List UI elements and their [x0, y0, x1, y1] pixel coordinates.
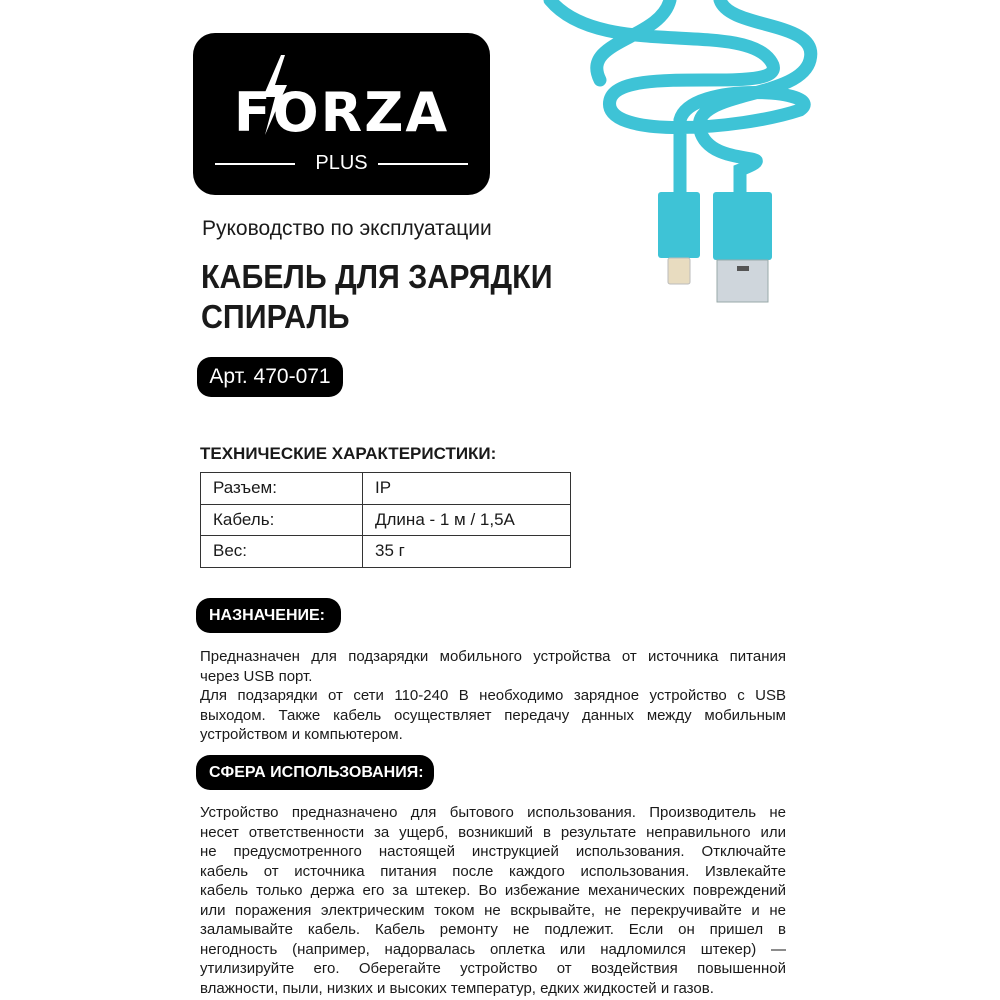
logo-sub: PLUS: [315, 152, 368, 174]
spec-label: Вес:: [201, 536, 363, 568]
logo-brand: FORZA: [233, 81, 450, 144]
table-row: [201, 473, 571, 505]
text-line: устройством и компьютером.: [200, 726, 403, 743]
text-line: заламывайте кабель. Кабель ремонту не подлежит. Если он пришел в: [200, 921, 786, 938]
purpose-text: [200, 647, 786, 745]
spec-value: 35 г: [363, 536, 571, 568]
text-line: или поражения электрическим током не вскрывайте, не перекручивайте и не: [200, 901, 786, 919]
text-line: Устройство предназначено для бытового использования. Производитель не: [200, 804, 786, 821]
text-line: кабель от источника питания после каждого использования. Извлекайте: [200, 862, 786, 880]
table-row: [201, 504, 571, 536]
text-line: Для подзарядки от сети 110-240 В необходимо зарядное устройство с USB: [200, 687, 786, 704]
text-line: Предназначен для подзарядки мобильного устройства от источника питания: [200, 648, 786, 665]
forza-plus-logo: [193, 33, 490, 195]
usage-heading: СФЕРА ИСПОЛЬЗОВАНИЯ:: [196, 755, 434, 790]
text-line: через USB порт.: [200, 667, 313, 685]
text-line: утилизируйте его. Оберегайте устройство от воздействия повышенной: [200, 960, 786, 977]
spec-label: Кабель:: [201, 504, 363, 536]
manual-subtitle: Руководство по эксплуатации: [202, 217, 492, 240]
text-line: негодность (например, надорвалась оплетка или надломился штекер) —: [200, 940, 786, 958]
text-line: кабель только держа его за штекер. Во избежание механических повреждений: [200, 882, 786, 899]
purpose-heading: НАЗНАЧЕНИЕ:: [196, 598, 341, 633]
article-badge: Арт. 470-071: [197, 357, 343, 397]
spec-label: Разъем:: [201, 473, 363, 505]
text-line: несет ответственности за ущерб, возникший в результате неправильного или: [200, 823, 786, 841]
text-line: выходом. Также кабель осуществляет передачу данных между мобильным: [200, 706, 786, 724]
spec-value: IP: [363, 473, 571, 505]
text-line: не предусмотренного настоящей инструкцией использования. Отключайте: [200, 843, 786, 860]
spec-value: Длина - 1 м / 1,5А: [363, 504, 571, 536]
text-line: влажности, пыли, низких и высоких температур, едких жидкостей и газов.: [200, 979, 714, 997]
specs-heading: ТЕХНИЧЕСКИЕ ХАРАКТЕРИСТИКИ:: [200, 444, 497, 463]
title-line-1: КАБЕЛЬ ДЛЯ ЗАРЯДКИ: [201, 258, 553, 295]
specs-table: [200, 472, 571, 568]
title-line-2: СПИРАЛЬ: [201, 298, 350, 335]
table-row: [201, 536, 571, 568]
product-title: [201, 257, 553, 337]
coiled-cable-image: [540, 0, 830, 305]
usage-text: [200, 803, 786, 998]
